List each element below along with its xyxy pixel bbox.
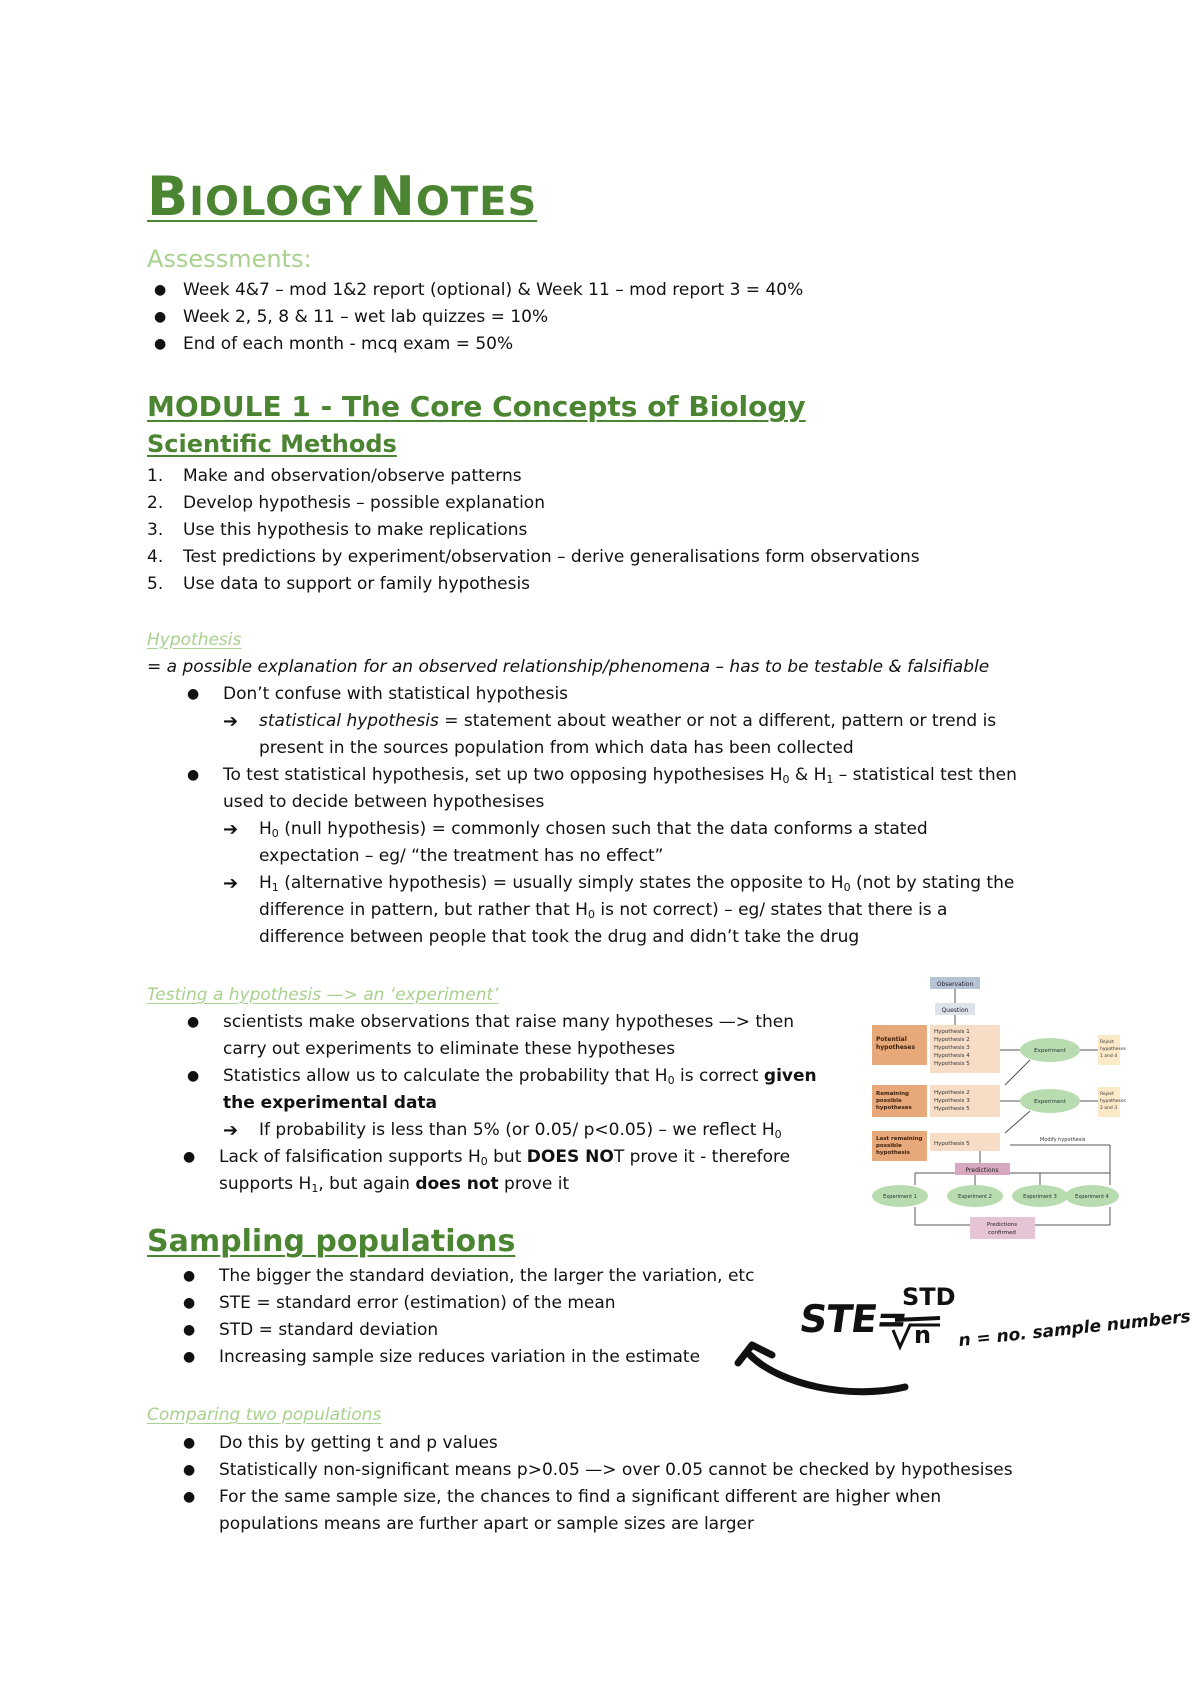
list-item: ➔ $H_0$ (null hypothesis) = commonly chosen such that the data conforms a stated	[147, 816, 1067, 843]
svg-text:Predictions: Predictions	[986, 1222, 1018, 1228]
list-item: ● For the same sample size, the chances to find a significant different are higher when	[147, 1484, 1067, 1511]
std-numerator: STD	[902, 1283, 956, 1311]
svg-text:Experiment: Experiment	[1034, 1099, 1066, 1105]
bullet-icon: ●	[183, 1462, 196, 1478]
comparing-list: ● Do this by getting t and p values ● Statistically non-significant means p>0.05 —> over 0.05 cannot be checked by hypothesises ● For the same sample size, the chances to find a significant different are higher when populations means are further apart or sample sizes are larger	[147, 1430, 1067, 1538]
bullet-icon: ●	[187, 1014, 200, 1030]
list-item: ● Week 4&7 – mod 1&2 report (optional) & Week 11 – mod report 3 = 40%	[147, 277, 1067, 304]
svg-text:hypotheses: hypotheses	[1100, 1099, 1126, 1104]
bullet-icon: ●	[183, 1149, 196, 1165]
testing-heading: Testing a hypothesis —> an ‘experiment’	[147, 985, 499, 1005]
bullet-icon: ●	[154, 282, 167, 298]
list-item: ● Increasing sample size reduces variation in the estimate	[147, 1344, 1067, 1371]
svg-text:Hypothesis 2: Hypothesis 2	[934, 1037, 970, 1043]
svg-text:hypotheses: hypotheses	[876, 1105, 912, 1111]
bullet-icon: ●	[154, 336, 167, 352]
list-item: ● End of each month - mcq exam = 50%	[147, 331, 1067, 358]
list-item: ➔ statistical hypothesis = statement about weather or not a different, pattern or trend is	[147, 708, 1067, 735]
svg-text:1 and 4: 1 and 4	[1100, 1054, 1118, 1059]
svg-text:Hypothesis 2: Hypothesis 2	[934, 1090, 970, 1096]
list-item: ● STD = standard deviation	[147, 1317, 1067, 1344]
svg-text:Question: Question	[941, 1007, 969, 1014]
svg-text:Last remaining: Last remaining	[876, 1136, 923, 1142]
svg-text:hypothesis: hypothesis	[876, 1150, 910, 1156]
list-item: 2. Develop hypothesis – possible explanation	[147, 493, 545, 513]
svg-text:hypotheses: hypotheses	[876, 1044, 916, 1051]
assessments-heading: Assessments:	[147, 245, 312, 273]
svg-text:Predictions: Predictions	[965, 1167, 999, 1174]
testing-list: ● scientists make observations that raise many hypotheses —> then carry out experiments to eliminate these hypotheses ● Statistics allow us to calculate the probability that $H_0$ is correct given the experimental data ➔ If probability is less than 5% (or 0.05/ p<0.05) – we reflect $H_0$ ● Lack of falsification supports $H_0$ but DOES NOT prove it - therefore supports $H_1$, but again does not prove it	[147, 1009, 867, 1198]
sampling-heading: Sampling populations	[147, 1224, 516, 1259]
bullet-icon: ●	[183, 1489, 196, 1505]
arrow-right-icon: ➔	[223, 1120, 239, 1141]
bullet-icon: ●	[154, 309, 167, 325]
list-item: 5. Use data to support or family hypothesis	[147, 574, 531, 594]
ste-label: STE=	[796, 1297, 911, 1341]
comparing-heading: Comparing two populations	[147, 1405, 382, 1425]
list-item: ● Week 2, 5, 8 & 11 – wet lab quizzes = 10%	[147, 304, 1067, 331]
svg-text:possible: possible	[876, 1098, 902, 1104]
list-item: 1. Make and observation/observe patterns	[147, 466, 522, 486]
svg-text:Experiment 2: Experiment 2	[958, 1194, 992, 1200]
list-item: ● Statistically non-significant means p>0.05 —> over 0.05 cannot be checked by hypothesises	[147, 1457, 1067, 1484]
list-item: 4. Test predictions by experiment/observation – derive generalisations form observations	[147, 547, 920, 567]
svg-text:Hypothesis 4: Hypothesis 4	[934, 1053, 970, 1059]
svg-text:Observation: Observation	[936, 981, 974, 988]
scientific-method-flowchart	[870, 975, 1126, 1250]
svg-text:Hypothesis 5: Hypothesis 5	[934, 1106, 970, 1112]
svg-text:Experiment 3: Experiment 3	[1023, 1194, 1057, 1200]
svg-text:Hypothesis 3: Hypothesis 3	[934, 1098, 970, 1104]
svg-text:Hypothesis 5: Hypothesis 5	[934, 1061, 970, 1067]
svg-text:Experiment: Experiment	[1034, 1048, 1066, 1054]
module-heading: MODULE 1 - The Core Concepts of Biology	[147, 390, 806, 423]
arrow-right-icon: ➔	[223, 873, 239, 894]
list-item: 3. Use this hypothesis to make replications	[147, 520, 528, 540]
scientific-methods-list	[147, 463, 1067, 598]
arrow-right-icon: ➔	[223, 711, 239, 732]
svg-text:Hypothesis 3: Hypothesis 3	[934, 1045, 970, 1051]
svg-text:Hypothesis 5: Hypothesis 5	[934, 1141, 970, 1147]
svg-text:Potential: Potential	[876, 1036, 907, 1043]
bullet-icon: ●	[183, 1322, 196, 1338]
list-item: ● Don’t confuse with statistical hypothesis	[147, 681, 1067, 708]
svg-text:Reject: Reject	[1100, 1040, 1114, 1045]
svg-text:2 and 3: 2 and 3	[1100, 1106, 1118, 1111]
svg-text:possible: possible	[876, 1143, 902, 1149]
scientific-methods-heading: Scientific Methods	[147, 430, 397, 458]
bullet-icon: ●	[183, 1268, 196, 1284]
bullet-icon: ●	[187, 686, 200, 702]
bullet-icon: ●	[183, 1349, 196, 1365]
hypothesis-list: ● Don’t confuse with statistical hypothesis ➔ statistical hypothesis = statement about weather or not a different, pattern or trend is present in the sources population from which data has been collected ● To test statistical hypothesis, set up two opposing hypothesises $H_0$ & $H_1$ – statistical test then used to decide between hypothesises ➔ $H_0$ (null hypothesis) = commonly chosen such that the data conforms a stated expectation – eg/ “the treatment has no effect” ➔ $H_1$ (alternative hypothesis) = usually simply states the opposite to $H_0$ (not by stating the difference in pattern, but rather that $H_0$ is not correct) – eg/ states that there is a difference between people that took the drug and didn’t take the drug	[147, 681, 1067, 951]
svg-text:Experiment 1: Experiment 1	[883, 1194, 917, 1200]
bullet-icon: ●	[183, 1435, 196, 1451]
hypothesis-heading: Hypothesis	[147, 630, 242, 650]
hypothesis-definition: = a possible explanation for an observed relationship/phenomena – has to be testable & falsifiable	[147, 657, 990, 677]
arrow-right-icon: ➔	[223, 819, 239, 840]
list-item: ● Do this by getting t and p values	[147, 1430, 1067, 1457]
bullet-icon: ●	[183, 1295, 196, 1311]
page-title: BIOLOGY NOTES	[147, 165, 538, 228]
ste-formula-handwritten	[730, 1275, 1192, 1415]
formula-note: n = no. sample numbers	[957, 1306, 1192, 1352]
svg-text:Hypothesis 1: Hypothesis 1	[934, 1029, 970, 1035]
list-item: ➔ $H_1$ (alternative hypothesis) = usually simply states the opposite to $H_0$ (not by stating the	[147, 870, 1067, 897]
svg-text:Reject: Reject	[1100, 1092, 1114, 1097]
list-item: ● scientists make observations that raise many hypotheses —> then	[147, 1009, 867, 1036]
assessments-list	[147, 277, 1067, 358]
list-item: ➔ If probability is less than 5% (or 0.05/ p<0.05) – we reflect $H_0$	[147, 1117, 867, 1144]
svg-text:hypotheses: hypotheses	[1100, 1047, 1126, 1052]
list-item: ● The bigger the standard deviation, the larger the variation, etc	[147, 1263, 1067, 1290]
bullet-icon: ●	[187, 767, 200, 783]
n-denominator: n	[914, 1321, 932, 1349]
list-item: ● Lack of falsification supports $H_0$ but DOES NOT prove it - therefore	[147, 1144, 867, 1171]
svg-text:Remaining: Remaining	[876, 1091, 909, 1097]
list-item: ● Statistics allow us to calculate the probability that $H_0$ is correct given	[147, 1063, 867, 1090]
bullet-icon: ●	[187, 1068, 200, 1084]
list-item: ● STE = standard error (estimation) of the mean	[147, 1290, 1067, 1317]
svg-text:confirmed: confirmed	[988, 1230, 1016, 1236]
svg-text:Modify hypothesis: Modify hypothesis	[1040, 1137, 1086, 1143]
list-item: ● To test statistical hypothesis, set up two opposing hypothesises $H_0$ & $H_1$ – statistical test then	[147, 762, 1067, 789]
svg-text:Experiment 4: Experiment 4	[1075, 1194, 1109, 1200]
